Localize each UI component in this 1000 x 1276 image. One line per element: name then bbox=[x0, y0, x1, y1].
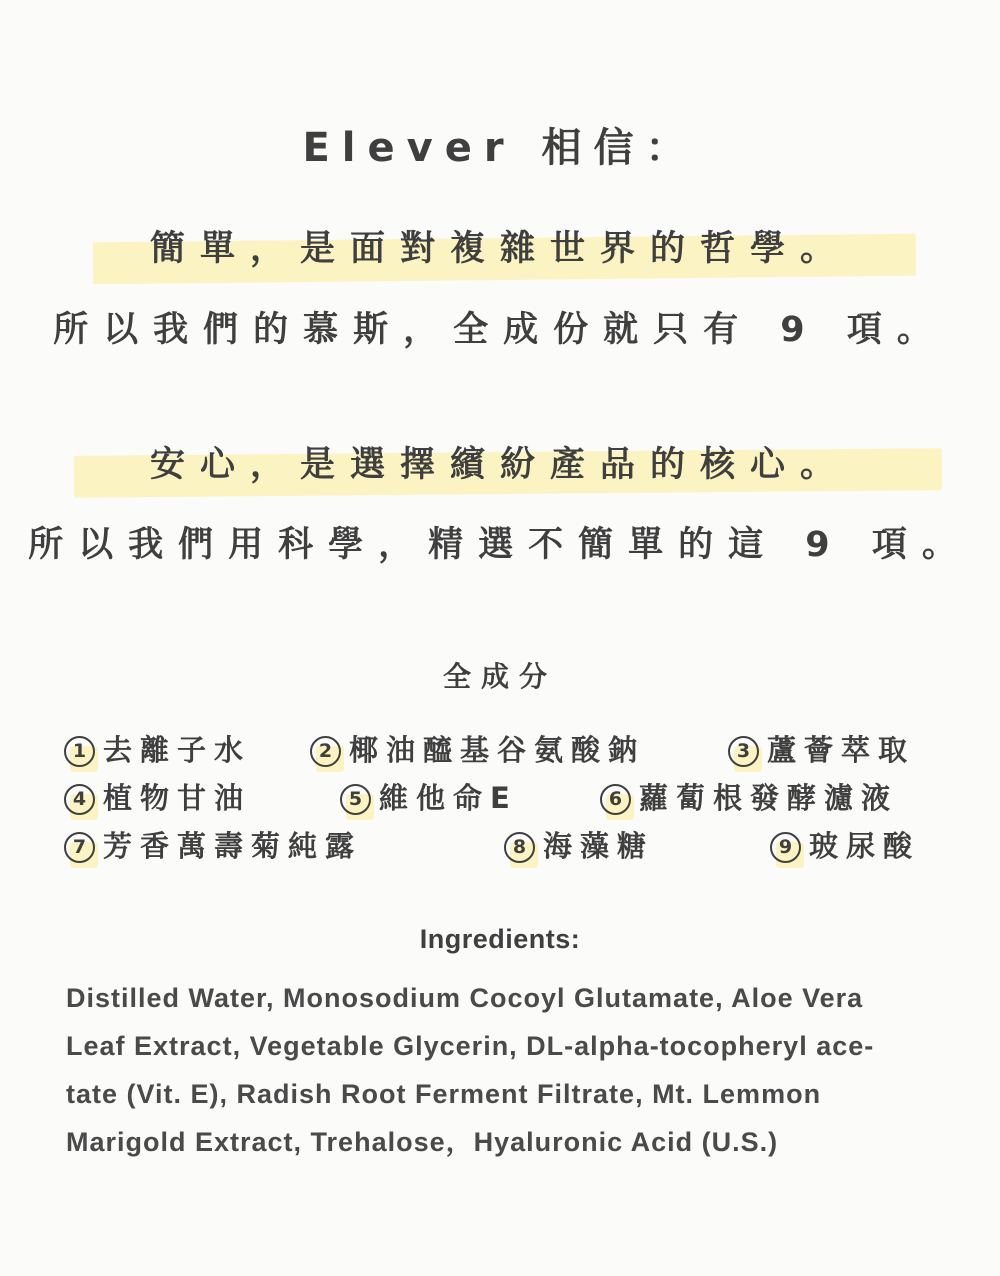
number-badge: 2 bbox=[310, 736, 341, 767]
ingredient-name: 蘿蔔根發酵濾液 bbox=[639, 781, 899, 815]
ingredient-name: 去離子水 bbox=[103, 733, 252, 767]
statement-nine-ingredients: 所以我們的慕斯，全成份就只有 9 項。 bbox=[53, 310, 947, 350]
number-badge: 4 bbox=[64, 784, 95, 815]
ingredient-name: 植物甘油 bbox=[103, 781, 252, 815]
number-badge: 5 bbox=[340, 784, 371, 815]
ingredient-name: 芳香萬壽菊純露 bbox=[103, 829, 363, 863]
ingredients-zh-title: 全成分 bbox=[442, 660, 557, 693]
ingredients-en-line: Marigold Extract, Trehalose，Hyaluronic Acid (U.S.) bbox=[66, 1127, 779, 1157]
ingredients-row bbox=[64, 824, 944, 872]
number-badge: 3 bbox=[728, 736, 759, 767]
ingredients-zh-list bbox=[64, 728, 944, 872]
ingredients-en-title: Ingredients: bbox=[419, 924, 581, 954]
number-badge: 7 bbox=[64, 832, 95, 863]
ingredient-item bbox=[340, 776, 518, 820]
ingredient-item bbox=[64, 824, 362, 868]
ingredient-item bbox=[64, 776, 251, 820]
number-badge: 8 bbox=[504, 832, 535, 863]
ingredient-item bbox=[770, 824, 920, 868]
ingredients-en-line: tate (Vit. E), Radish Root Ferment Filtrate, Mt. Lemmon bbox=[66, 1079, 822, 1109]
ingredient-item bbox=[728, 728, 915, 772]
ingredient-name: 蘆薈萃取 bbox=[767, 733, 916, 767]
ingredient-item bbox=[504, 824, 654, 868]
number-badge: 9 bbox=[770, 832, 801, 863]
number-badge: 1 bbox=[64, 736, 95, 767]
number-badge: 6 bbox=[600, 784, 631, 815]
statement-simplicity: 簡單，是面對複雜世界的哲學。 bbox=[149, 229, 850, 269]
ingredient-item bbox=[64, 728, 251, 772]
ingredient-item bbox=[600, 776, 898, 820]
ingredient-name: 海藻糖 bbox=[543, 829, 655, 863]
ingredients-en-line: Leaf Extract, Vegetable Glycerin, DL-alpha-tocopheryl ace- bbox=[66, 1031, 875, 1061]
ingredient-item bbox=[310, 728, 645, 772]
ingredients-en-line: Distilled Water, Monosodium Cocoyl Glutamate, Aloe Vera bbox=[66, 983, 864, 1013]
ingredient-name: 椰油醯基谷氨酸鈉 bbox=[349, 733, 646, 767]
page-title: Elever 相信： bbox=[302, 125, 698, 171]
statement-safety: 安心，是選擇繽紛產品的核心。 bbox=[149, 445, 850, 485]
ingredient-name: 維他命E bbox=[379, 781, 518, 815]
ingredients-row bbox=[64, 776, 944, 824]
ingredient-name: 玻尿酸 bbox=[809, 829, 921, 863]
ingredients-row bbox=[64, 728, 944, 776]
ingredients-en-text bbox=[66, 974, 956, 1166]
statement-science: 所以我們用科學，精選不簡單的這 9 項。 bbox=[28, 525, 972, 565]
